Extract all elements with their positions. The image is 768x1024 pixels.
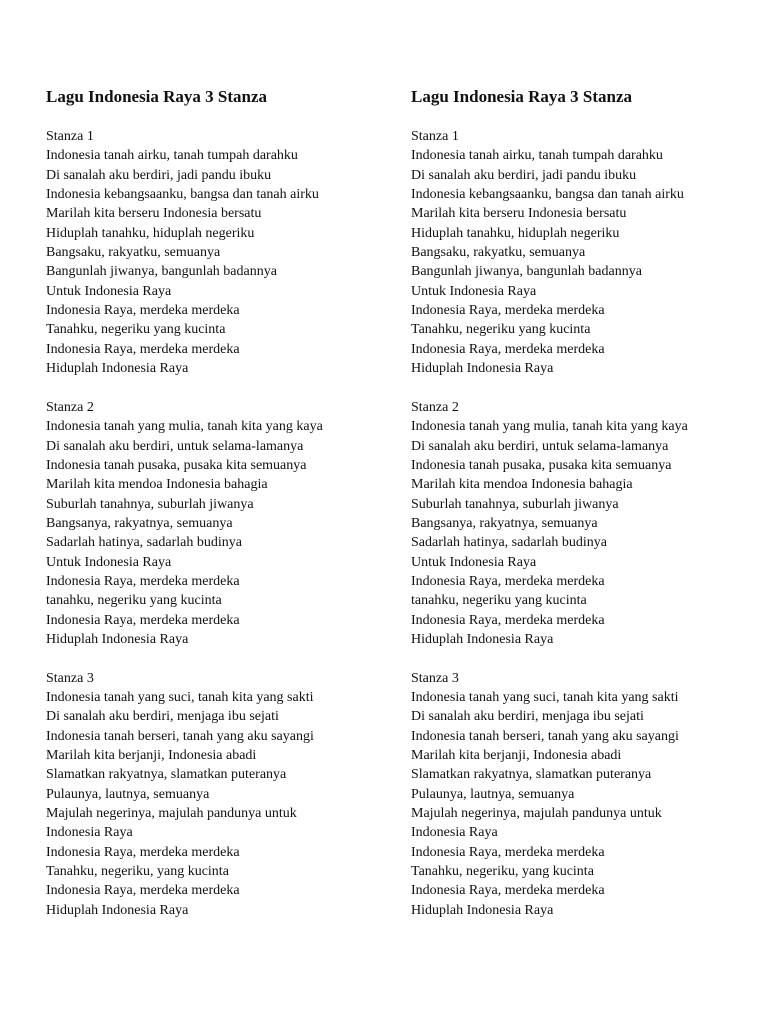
lyric-line: Tanahku, negeriku yang kucinta [411,322,591,338]
lyric-line: Di sanalah aku berdiri, jadi pandu ibuku [46,167,272,183]
lyric-line: Di sanalah aku berdiri, jadi pandu ibuku [411,167,637,183]
lyric-line: Indonesia Raya [411,825,498,841]
lyric-line: Hiduplah Indonesia Raya [46,361,189,377]
lyric-line: Marilah kita berseru Indonesia bersatu [46,206,262,222]
lyric-line: Untuk Indonesia Raya [46,283,172,299]
stanza-block [411,127,688,378]
lyric-line: Indonesia tanah berseri, tanah yang aku sayangi [411,728,679,744]
lyrics-body [46,127,323,939]
lyric-line: tanahku, negeriku yang kucinta [411,593,587,609]
lyric-line: Hiduplah tanahku, hiduplah negeriku [46,225,255,241]
lyric-line: Marilah kita berjanji, Indonesia abadi [411,748,622,763]
lyric-line: Indonesia tanah yang suci, tanah kita yang sakti [411,689,679,705]
lyric-line: Indonesia Raya, merdeka merdeka [46,303,240,319]
stanza-block [46,398,323,649]
lyric-line: Indonesia Raya, merdeka merdeka [46,341,240,357]
lyric-line: Indonesia Raya, merdeka merdeka [411,612,605,628]
lyric-line: Majulah negerinya, majulah pandunya untuk [411,806,662,822]
lyric-line: Tanahku, negeriku, yang kucinta [46,864,229,880]
stanza-block [46,669,323,920]
lyric-line: Bangsaku, rakyatku, semuanya [411,245,586,261]
lyric-line: Indonesia Raya, merdeka merdeka [46,883,240,899]
stanza-heading: Stanza 2 [411,399,459,415]
stanza-heading: Stanza 2 [46,399,94,415]
lyric-line: Di sanalah aku berdiri, untuk selama-lamanya [46,438,304,454]
lyric-line: tanahku, negeriku yang kucinta [46,593,222,609]
lyric-line: Hiduplah Indonesia Raya [46,631,189,647]
lyric-line: Di sanalah aku berdiri, menjaga ibu sejati [46,709,279,725]
lyric-line: Untuk Indonesia Raya [411,554,537,570]
document-title: Lagu Indonesia Raya 3 Stanza [411,87,633,106]
lyric-line: Indonesia Raya [46,825,133,841]
lyric-line: Hiduplah Indonesia Raya [411,361,554,377]
lyric-line: Pulaunya, lautnya, semuanya [411,786,575,802]
document-title: Lagu Indonesia Raya 3 Stanza [46,87,268,106]
lyric-line: Marilah kita berjanji, Indonesia abadi [46,748,257,763]
lyric-line: Indonesia tanah yang suci, tanah kita yang sakti [46,689,314,705]
lyric-line: Indonesia tanah berseri, tanah yang aku sayangi [46,728,314,744]
lyric-line: Suburlah tanahnya, suburlah jiwanya [46,496,254,512]
lyric-line: Hiduplah Indonesia Raya [411,631,554,647]
lyric-line: Marilah kita mendoa Indonesia bahagia [46,477,268,493]
lyric-line: Bangsanya, rakyatnya, semuanya [46,515,233,531]
lyric-line: Indonesia tanah airku, tanah tumpah darahku [46,148,298,164]
lyric-line: Bangunlah jiwanya, bangunlah badannya [46,264,277,280]
lyric-line: Indonesia kebangsaanku, bangsa dan tanah airku [411,187,684,203]
lyric-line: Sadarlah hatinya, sadarlah budinya [46,535,242,551]
lyric-line: Indonesia Raya, merdeka merdeka [46,612,240,628]
lyric-line: Suburlah tanahnya, suburlah jiwanya [411,496,619,512]
lyric-line: Indonesia tanah yang mulia, tanah kita yang kaya [411,419,688,435]
lyric-line: Bangunlah jiwanya, bangunlah badannya [411,264,642,280]
lyric-line: Majulah negerinya, majulah pandunya untuk [46,806,297,822]
lyric-line: Indonesia Raya, merdeka merdeka [411,573,605,589]
lyric-line: Untuk Indonesia Raya [411,283,537,299]
lyric-line: Marilah kita mendoa Indonesia bahagia [411,477,633,493]
lyric-line: Indonesia Raya, merdeka merdeka [46,573,240,589]
lyric-line: Slamatkan rakyatnya, slamatkan puteranya [411,767,652,783]
stanza-block [411,398,688,649]
lyric-line: Di sanalah aku berdiri, untuk selama-lamanya [411,438,669,454]
lyric-line: Tanahku, negeriku yang kucinta [46,322,226,338]
lyric-line: Indonesia Raya, merdeka merdeka [411,844,605,860]
lyric-line: Marilah kita berseru Indonesia bersatu [411,206,627,222]
stanza-heading: Stanza 1 [46,129,94,144]
stanza-block [46,127,323,378]
lyric-line: Indonesia tanah pusaka, pusaka kita semuanya [46,457,307,473]
lyric-line: Indonesia tanah yang mulia, tanah kita yang kaya [46,419,323,435]
lyric-line: Bangsaku, rakyatku, semuanya [46,245,221,261]
lyric-line: Bangsanya, rakyatnya, semuanya [411,515,598,531]
lyric-line: Slamatkan rakyatnya, slamatkan puteranya [46,767,287,783]
stanza-heading: Stanza 3 [411,670,459,686]
stanza-heading: Stanza 1 [411,129,459,144]
lyric-line: Untuk Indonesia Raya [46,554,172,570]
lyric-line: Indonesia Raya, merdeka merdeka [411,303,605,319]
stanza-block [411,669,688,920]
lyrics-body [411,127,688,939]
lyric-line: Pulaunya, lautnya, semuanya [46,786,210,802]
lyric-line: Indonesia Raya, merdeka merdeka [411,883,605,899]
lyric-line: Indonesia tanah airku, tanah tumpah darahku [411,148,663,164]
lyric-line: Indonesia Raya, merdeka merdeka [411,341,605,357]
lyric-line: Hiduplah Indonesia Raya [46,902,189,918]
lyric-line: Sadarlah hatinya, sadarlah budinya [411,535,607,551]
stanza-heading: Stanza 3 [46,670,94,686]
lyric-line: Tanahku, negeriku, yang kucinta [411,864,594,880]
lyric-line: Indonesia Raya, merdeka merdeka [46,844,240,860]
lyric-line: Indonesia tanah pusaka, pusaka kita semuanya [411,457,672,473]
lyric-line: Di sanalah aku berdiri, menjaga ibu sejati [411,709,644,725]
lyric-line: Indonesia kebangsaanku, bangsa dan tanah airku [46,187,319,203]
lyric-line: Hiduplah Indonesia Raya [411,902,554,918]
lyric-line: Hiduplah tanahku, hiduplah negeriku [411,225,620,241]
